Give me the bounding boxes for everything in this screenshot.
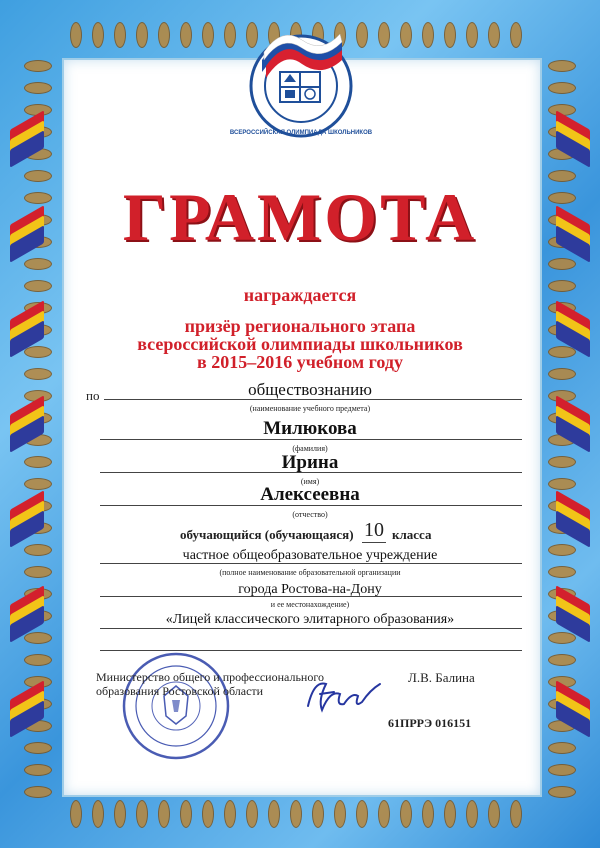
ministry-line-2: образования Ростовской области [96,684,264,698]
wheat-leaf-icon [548,544,576,556]
wheat-leaf-icon [202,22,214,48]
student-label: обучающийся (обучающаяся) [180,527,354,542]
wheat-leaf-icon [400,22,412,48]
wheat-leaf-icon [70,800,82,828]
city-caption: и ее местонахождение) [270,600,350,609]
wheat-leaf-icon [356,800,368,828]
wheat-leaf-icon [548,82,576,94]
name-underline [100,472,522,473]
wheat-leaf-icon [24,632,52,644]
name-field [100,452,520,474]
city-underline [100,596,522,597]
wheat-leaf-icon [180,22,192,48]
wheat-leaf-icon [24,456,52,468]
signatory-name: Л.В. Балина [408,670,475,685]
wheat-leaf-icon [378,22,390,48]
wheat-leaf-icon [24,742,52,754]
award-line-3: всероссийской олимпиады школьников [137,334,463,354]
wheat-leaf-icon [24,764,52,776]
wheat-leaf-icon [548,632,576,644]
patronymic-value: Алексеевна [260,484,360,505]
wheat-leaf-icon [422,800,434,828]
org-name-field [100,610,520,628]
wheat-leaf-icon [488,800,500,828]
name-caption: (имя) [300,477,320,486]
wheat-leaf-icon [466,22,478,48]
award-line-2: призёр регионального этапа [184,316,416,336]
org-type-value: частное общеобразовательное учреждение [182,548,438,563]
wheat-leaf-icon [114,800,126,828]
wheat-leaf-icon [24,258,52,270]
surname-underline [100,439,522,440]
org-type-underline [100,563,522,564]
wheat-leaf-icon [70,22,82,48]
surname-caption: (фамилия) [292,444,328,453]
wheat-leaf-icon [224,22,236,48]
wheat-leaf-icon [24,478,52,490]
patronymic-field [100,484,520,506]
wheat-leaf-icon [444,800,456,828]
wheat-leaf-icon [24,654,52,666]
surname-field [100,418,520,440]
wheat-leaf-icon [158,800,170,828]
wheat-leaf-icon [548,566,576,578]
wheat-leaf-icon [24,786,52,798]
page-title: ГРАМОТА [122,179,478,255]
serial-number: 61ПРРЭ 016151 [388,716,472,730]
wheat-leaf-icon [548,786,576,798]
emblem-text: ВСЕРОССИЙСКАЯ ОЛИМПИАДА ШКОЛЬНИКОВ [229,130,373,136]
patronymic-underline [100,505,522,506]
ministry-line-1: Министерство общего и профессионального [96,670,324,684]
grade-value: 10 [364,519,384,541]
wheat-leaf-icon [548,478,576,490]
wheat-leaf-icon [114,22,126,48]
wheat-leaf-icon [378,800,390,828]
official-stamp-icon [120,650,232,762]
wheat-leaf-icon [312,800,324,828]
wheat-leaf-icon [466,800,478,828]
olympiad-emblem-icon [229,22,373,140]
wheat-leaf-icon [24,82,52,94]
wheat-leaf-icon [246,800,258,828]
org-name-underline [100,628,522,629]
wheat-leaf-icon [136,22,148,48]
wheat-leaf-icon [400,800,412,828]
wheat-leaf-icon [224,800,236,828]
org-caption: (полное наименование образовательной организации [219,568,401,577]
signature-icon [300,670,390,720]
wheat-leaf-icon [548,764,576,776]
subject-caption: (наименование учебного предмета) [249,404,371,413]
city-value: города Ростова-на-Дону [238,582,382,597]
subject-field [100,380,520,400]
wheat-leaf-icon [24,60,52,72]
surname-value: Милюкова [263,418,357,439]
wheat-leaf-icon [24,544,52,556]
wheat-leaf-icon [24,566,52,578]
wheat-leaf-icon [92,800,104,828]
grade-label: класса [392,527,432,542]
award-line-1: награждается [243,285,357,305]
wheat-leaf-icon [488,22,500,48]
name-value: Ирина [281,452,339,473]
subject-value: обществознанию [248,380,372,399]
wheat-leaf-icon [510,22,522,48]
wheat-leaf-icon [510,800,522,828]
wheat-leaf-icon [334,800,346,828]
wheat-leaf-icon [202,800,214,828]
wheat-leaf-icon [422,22,434,48]
wheat-leaf-icon [548,258,576,270]
org-name-value: «Лицей классического элитарного образования» [165,612,455,627]
wheat-leaf-icon [268,800,280,828]
wheat-leaf-icon [92,22,104,48]
award-line-4: в 2015–2016 учебном году [197,352,403,372]
wheat-leaf-icon [290,800,302,828]
wheat-leaf-icon [548,654,576,666]
wheat-leaf-icon [444,22,456,48]
wheat-leaf-icon [548,456,576,468]
org-type-field [100,546,520,564]
wheat-leaf-icon [136,800,148,828]
subject-underline [104,399,522,400]
wheat-leaf-icon [548,60,576,72]
wheat-leaf-icon [548,742,576,754]
wheat-leaf-icon [158,22,170,48]
wheat-leaf-icon [180,800,192,828]
po-label: по [86,388,100,403]
patronymic-caption: (отчество) [292,510,328,519]
